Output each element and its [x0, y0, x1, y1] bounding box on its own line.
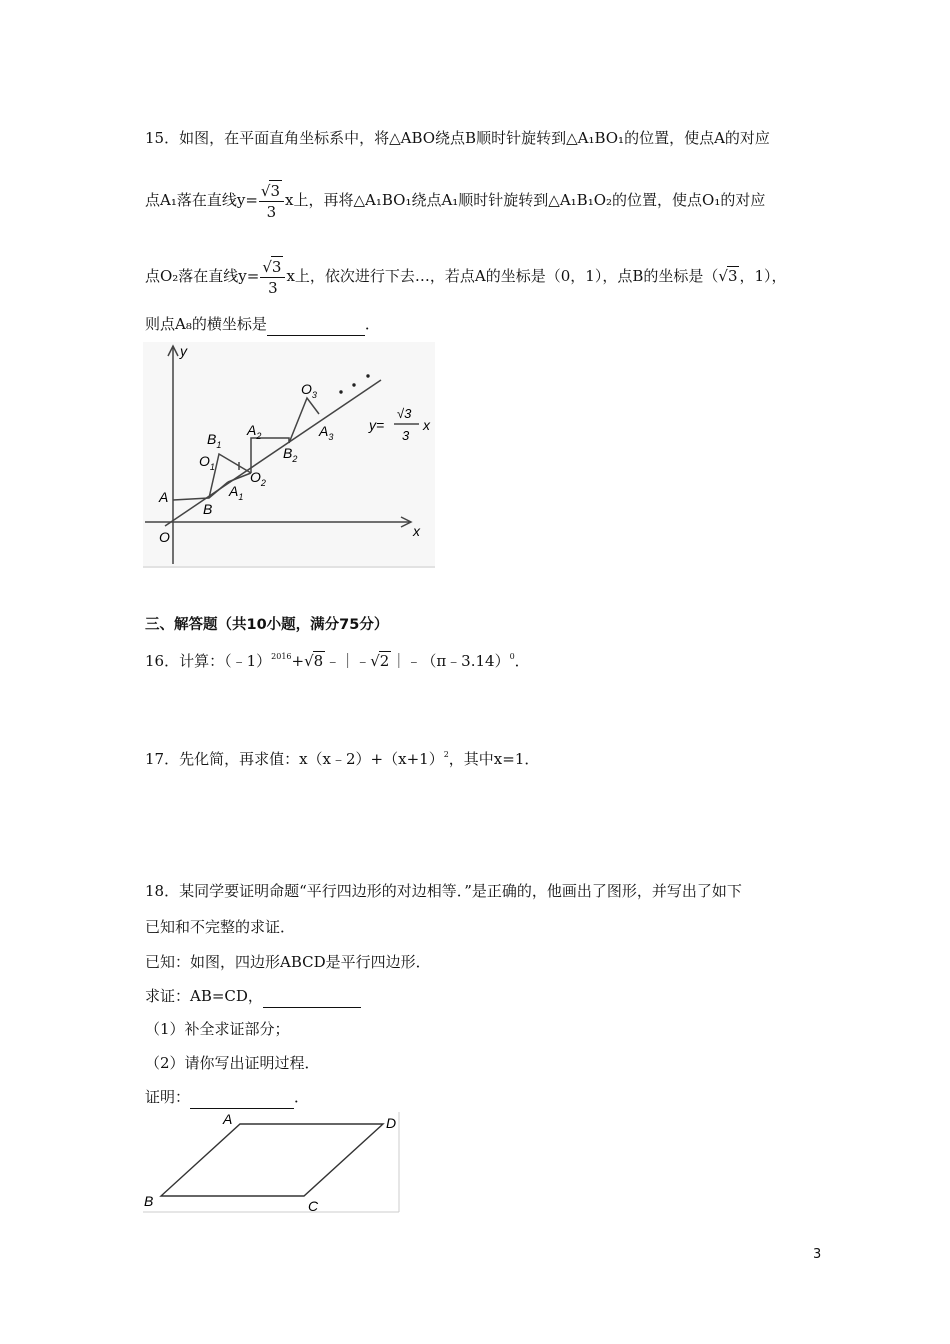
q18-line1-text: 18．某同学要证明命题“平行四边形的对边相等．”是正确的，他画出了图形，并写出了如下 — [145, 882, 742, 900]
label-line-denominator: 3 — [402, 428, 410, 443]
q15-line3-middle: x上，依次进行下去…，若点A的坐标是（0，1），点B的坐标是（ — [286, 267, 719, 285]
label-A: A — [159, 489, 169, 505]
label-B: B — [144, 1193, 154, 1209]
fraction-numerator: 3 — [270, 182, 280, 200]
label-C: C — [308, 1198, 319, 1214]
figure-rotation-diagram — [143, 342, 435, 568]
q15-line3-radicand: 3 — [727, 267, 738, 285]
q16-period: ． — [514, 652, 530, 670]
q15-line1-text: 15．如图，在平面直角坐标系中，将△ABO绕点B顺时针旋转到△A₁BO₁的位置，使点A的对应 — [145, 129, 770, 147]
q16-pi-term: ｜﹣（π﹣3.14） — [391, 652, 510, 670]
continuation-dot-3 — [366, 374, 369, 377]
q18-prove-text: 求证：AB=CD， — [145, 987, 263, 1005]
q16-prefix: 16．计算：（﹣1） — [145, 652, 272, 670]
q17-exponent: 2 — [443, 750, 449, 759]
q18-part2-text: （2）请你写出证明过程． — [145, 1054, 320, 1072]
label-B: B — [203, 501, 213, 517]
q15-line3-fraction: $\frac{√3}{3}$ — [260, 256, 285, 298]
q15-line3: 点O₂落在直线y= $\frac{√3}{3}$ x上，依次进行下去…，若点A的坐标是（0，1），点B的坐标是（√3 ，1）， — [145, 258, 787, 297]
q17-suffix: ，其中x=1． — [448, 750, 540, 768]
fraction-denominator: 3 — [268, 279, 278, 297]
continuation-dot-1 — [339, 390, 342, 393]
label-O3: $O_3$ — [301, 381, 317, 400]
q18-line4 — [145, 985, 361, 1008]
label-A: A — [223, 1112, 233, 1127]
q16-radicand-2: 2 — [379, 652, 390, 670]
label-B2: $B_2$ — [283, 445, 298, 464]
fraction-numerator: 3 — [271, 258, 282, 276]
label-x-axis: x — [413, 523, 420, 539]
label-origin: O — [159, 529, 170, 545]
q18-proof-label: 证明： — [145, 1088, 191, 1106]
section-heading-text: 三、解答题（共10小题，满分75分） — [145, 617, 389, 633]
parallelogram-ABCD — [161, 1124, 383, 1196]
continuation-dot-2 — [352, 383, 355, 386]
q15-line3-suffix: ，1）， — [739, 267, 787, 285]
q16-radicand-8: 8 — [313, 652, 324, 670]
q18-proof-blank[interactable] — [190, 1090, 294, 1109]
q15-line2 — [145, 180, 765, 222]
label-line-y: y= — [369, 417, 385, 433]
page-number: 3 — [813, 1247, 822, 1262]
q16-exponent: 2016 — [271, 652, 292, 661]
q18-line2 — [145, 916, 295, 937]
q18-line5 — [145, 1018, 290, 1039]
label-A2: $A_2$ — [247, 422, 262, 441]
q18-line2-text: 已知和不完整的求证． — [145, 918, 296, 936]
q17-prefix: 17．先化简，再求值：x（x﹣2）+（x+1） — [145, 750, 444, 768]
label-A1: $A_1$ — [229, 483, 244, 502]
q15-line4-prefix: 则点A₈的横坐标是 — [145, 315, 267, 333]
label-O2: $O_2$ — [250, 469, 266, 488]
label-y-axis: y — [180, 343, 187, 359]
q18-line6 — [145, 1052, 320, 1073]
q16-plus: + — [291, 652, 305, 670]
q15-line1 — [145, 127, 770, 148]
label-line-numerator: √3 — [397, 406, 412, 421]
label-B1: $B_1$ — [207, 431, 222, 450]
q15-line2-prefix: 点A₁落在直线y= — [145, 191, 258, 209]
figure-parallelogram — [143, 1112, 401, 1214]
q18-line1 — [145, 880, 742, 901]
q18-prove-blank[interactable] — [263, 989, 361, 1008]
q16-line: 16．计算：（﹣1）$^{2016}$+√8 ﹣｜﹣√2 ｜﹣（π﹣3.14）$^0$． — [145, 652, 530, 670]
section-heading — [145, 613, 388, 634]
label-line-x: x — [423, 417, 430, 433]
q18-proof-period: ． — [294, 1088, 310, 1106]
q18-line3 — [145, 951, 431, 972]
q17-line — [145, 748, 539, 769]
q16-middle: ﹣｜﹣ — [325, 652, 371, 670]
fraction-denominator: 3 — [266, 203, 277, 221]
label-D: D — [386, 1115, 397, 1131]
label-O1: $O_1$ — [199, 453, 215, 472]
q15-line2-fraction: $\frac{√3}{3}$ — [259, 180, 284, 222]
q18-line7 — [145, 1086, 309, 1109]
q15-answer-blank[interactable] — [267, 317, 365, 336]
label-A3: $A_3$ — [319, 423, 334, 442]
q16-exponent-zero: 0 — [509, 652, 515, 661]
q15-line4-suffix: ． — [364, 315, 380, 333]
q18-given-text: 已知：如图，四边形ABCD是平行四边形． — [145, 953, 431, 971]
q15-line2-suffix: x上，再将△A₁BO₁绕点A₁顺时针旋转到△A₁B₁O₂的位置，使点O₁的对应 — [285, 191, 766, 209]
q15-line3-prefix: 点O₂落在直线y= — [145, 267, 260, 285]
q18-part1-text: （1）补全求证部分； — [145, 1020, 290, 1038]
q15-line4 — [145, 313, 380, 336]
